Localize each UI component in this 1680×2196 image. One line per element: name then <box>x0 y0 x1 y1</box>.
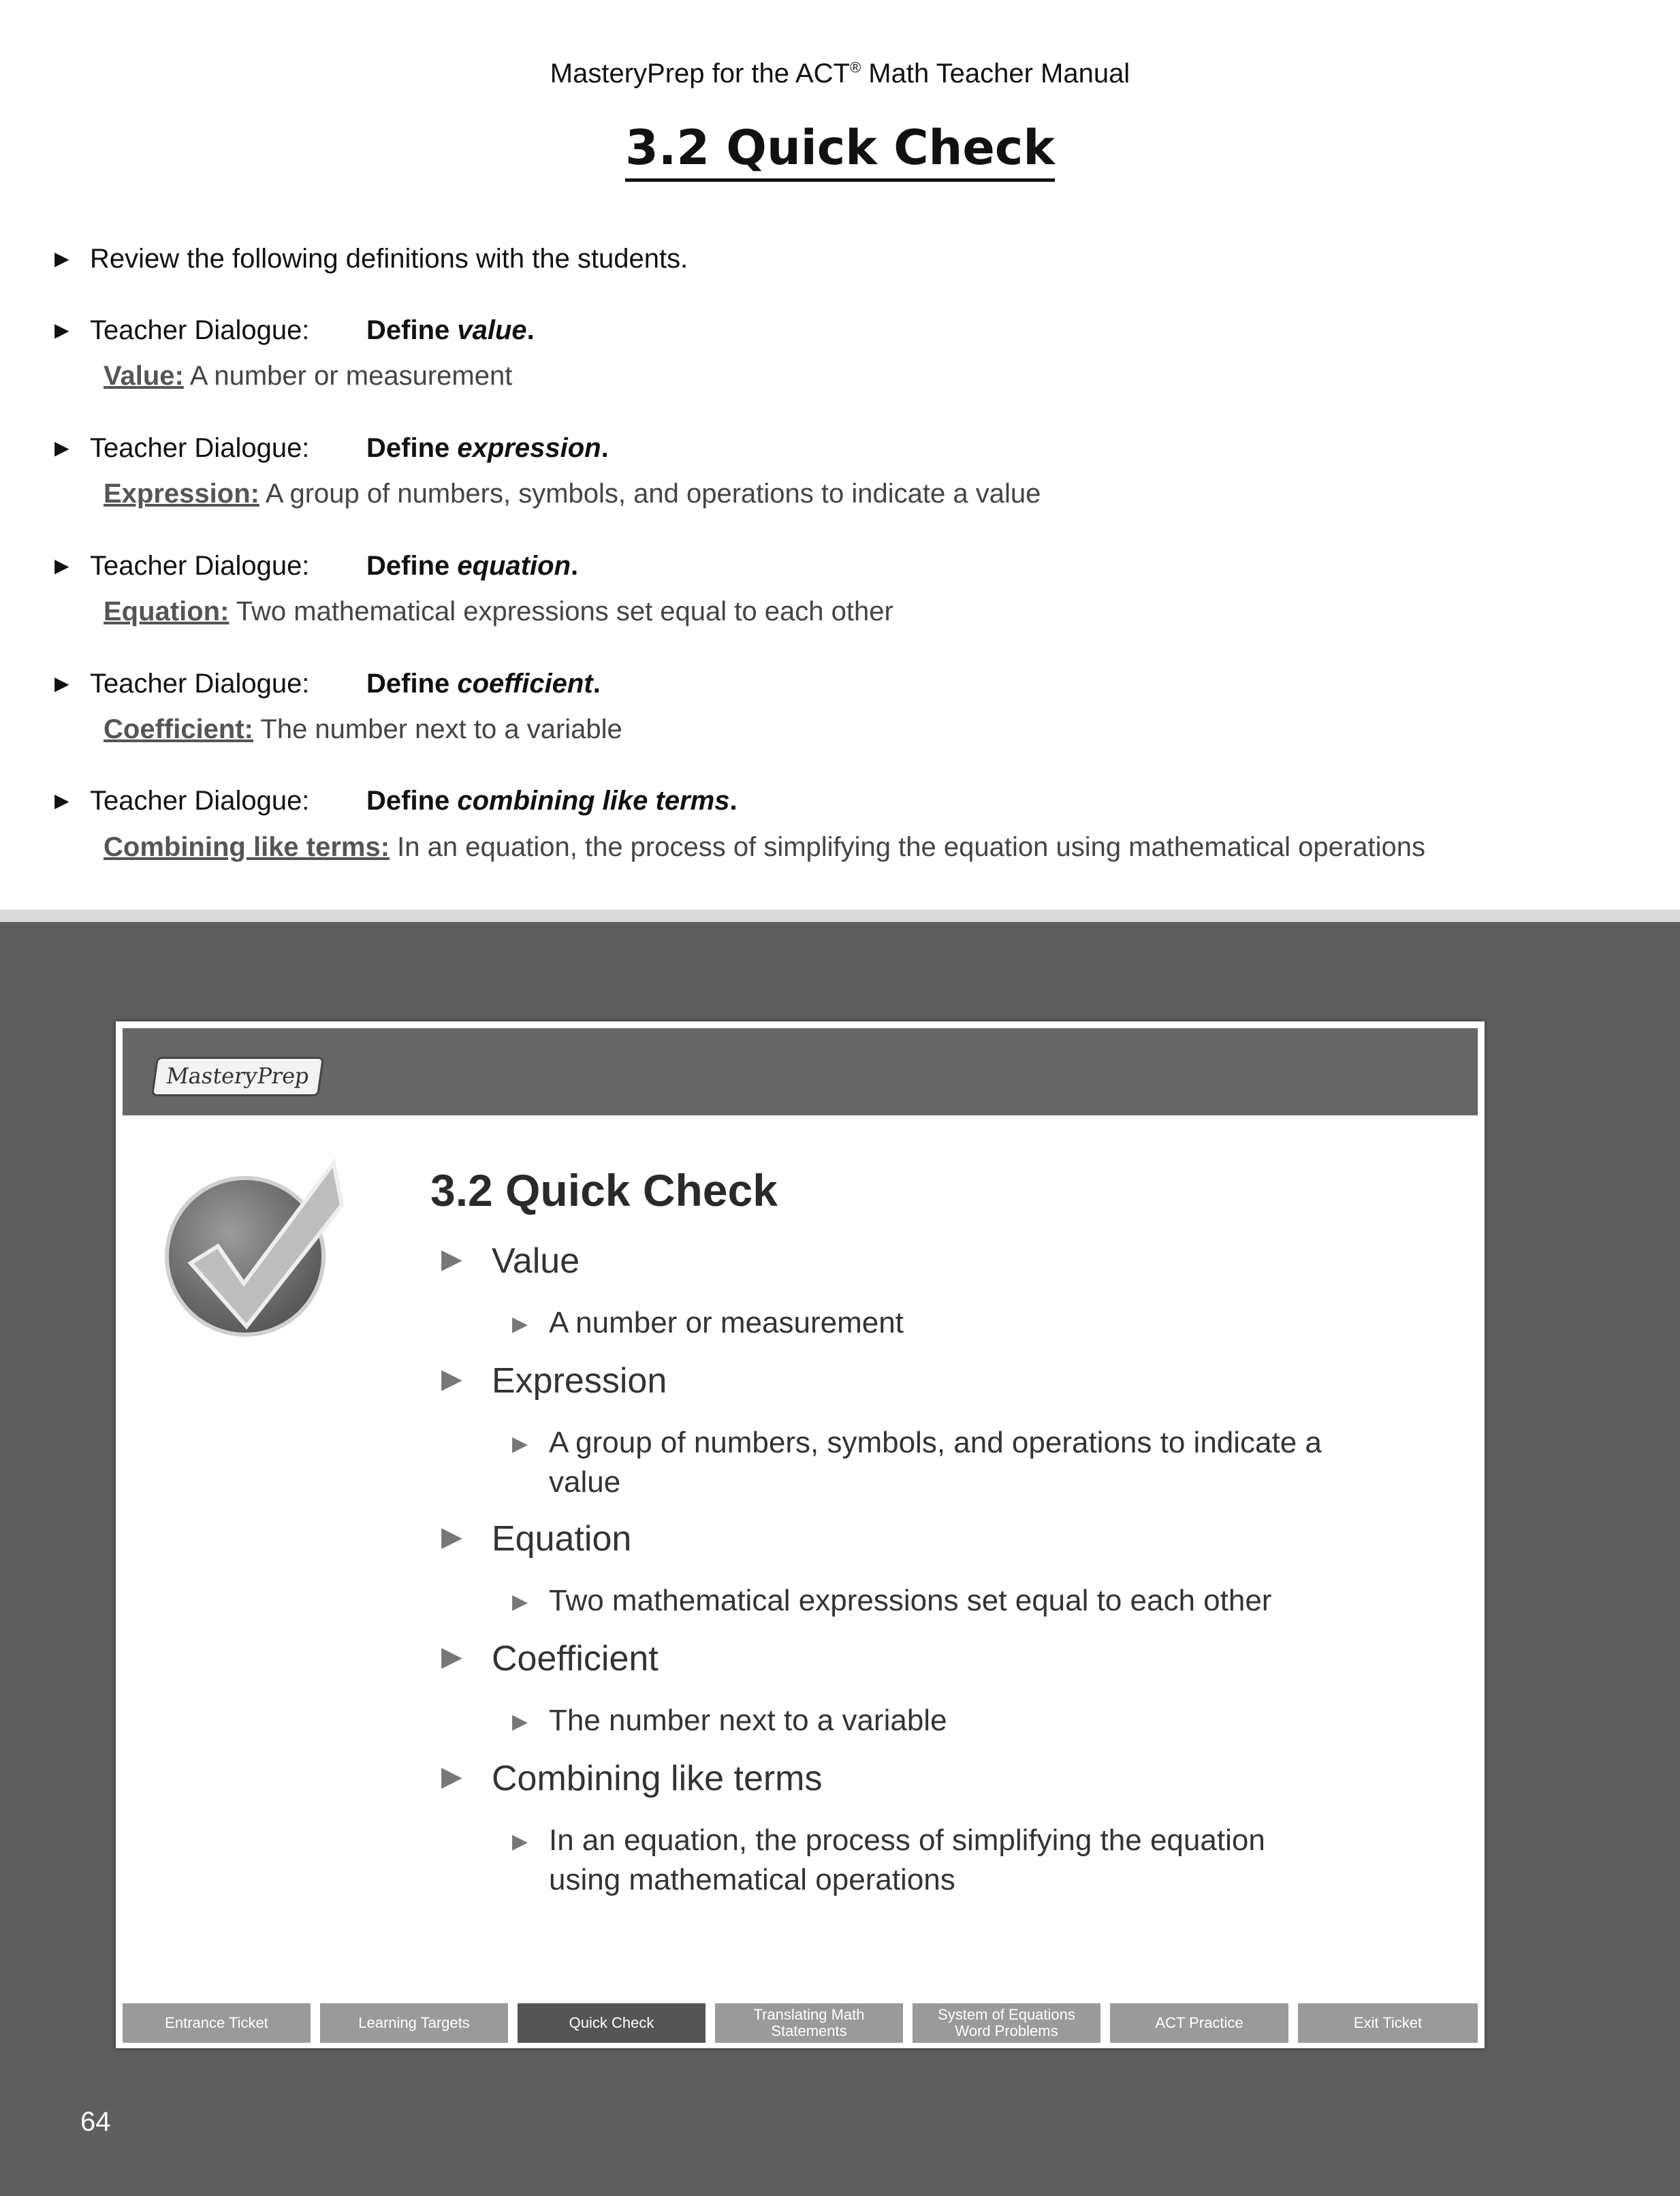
nav-tab-translating-math[interactable]: Translating Math Statements <box>715 2003 903 2043</box>
triangle-right-icon: ▶ <box>512 1591 528 1613</box>
slide-subitem: ▶ The number next to a variable <box>549 1701 1407 1740</box>
dialogue-line <box>54 433 609 464</box>
triangle-right-icon: ▶ <box>54 790 69 811</box>
slide-subitem: ▶ In an equation, the process of simplifying the equation using mathematical operations <box>512 1824 1265 1896</box>
registered-mark: ® <box>849 59 861 76</box>
triangle-right-icon: ▶ <box>512 1433 528 1455</box>
slide-title: 3.2 Quick Check <box>430 1165 778 1215</box>
definition-answer <box>104 361 512 392</box>
dialogue-role: Teacher Dialogue: <box>90 669 310 699</box>
triangle-right-icon: ▶ <box>54 319 69 340</box>
slide-item: ▶ Expression <box>441 1361 667 1401</box>
page-title-text: 3.2 Quick Check <box>625 120 1055 182</box>
slide-item: ▶ Combining like terms <box>441 1759 823 1798</box>
slide <box>116 1021 1485 2048</box>
masteryprep-logo: MasteryPrep <box>151 1057 324 1096</box>
dialogue-prompt: Define expression. <box>366 433 609 463</box>
definition-answer <box>104 832 1425 863</box>
definition-meaning: Two mathematical expressions set equal to each other <box>229 596 893 626</box>
nav-tab-quick-check[interactable]: Quick Check <box>518 2003 706 2043</box>
definition-answer <box>104 596 893 627</box>
slide-item: ▶ Equation <box>441 1519 632 1559</box>
dialogue-line <box>54 786 738 816</box>
running-title-suffix: Math Teacher Manual <box>861 59 1130 89</box>
triangle-right-icon: ▶ <box>54 555 69 576</box>
page-number: 64 <box>80 2107 111 2137</box>
definition-answer <box>104 479 1041 509</box>
nav-tab-act-practice[interactable]: ACT Practice <box>1110 2003 1288 2043</box>
nav-tab-learning-targets[interactable]: Learning Targets <box>320 2003 508 2043</box>
definition-term: Equation: <box>104 596 229 626</box>
triangle-right-icon: ▶ <box>512 1313 528 1335</box>
slide-subitem: ▶ A group of numbers, symbols, and operations to indicate a value <box>512 1426 1322 1499</box>
triangle-right-icon: ▶ <box>441 1762 462 1792</box>
triangle-right-icon: ▶ <box>441 1364 462 1394</box>
dialogue-role: Teacher Dialogue: <box>90 786 310 816</box>
dialogue-line <box>54 315 535 346</box>
triangle-right-icon: ▶ <box>54 437 69 458</box>
definition-term: Value: <box>104 361 184 391</box>
nav-tab-system-of-equations[interactable]: System of Equations Word Problems <box>913 2003 1100 2043</box>
nav-tab-entrance-ticket[interactable]: Entrance Ticket <box>123 2003 311 2043</box>
intro-bullet <box>54 244 688 274</box>
dialogue-prompt: Define equation. <box>366 551 579 581</box>
definition-meaning: A group of numbers, symbols, and operations to indicate a value <box>259 479 1041 509</box>
triangle-right-icon: ▶ <box>512 1830 528 1853</box>
definition-answer <box>104 714 622 745</box>
triangle-right-icon: ▶ <box>441 1522 462 1552</box>
dialogue-prompt: Define value. <box>366 315 535 345</box>
definition-meaning: The number next to a variable <box>253 714 622 744</box>
triangle-right-icon: ▶ <box>54 248 69 269</box>
running-header <box>0 59 1680 89</box>
dialogue-line <box>54 551 578 582</box>
triangle-right-icon: ▶ <box>54 673 69 694</box>
running-title-prefix: MasteryPrep for the ACT <box>550 59 850 89</box>
definition-term: Combining like terms: <box>104 832 390 862</box>
checkmark-badge-icon <box>163 1144 368 1348</box>
slide-header <box>123 1028 1478 1115</box>
definition-term: Expression: <box>104 479 259 509</box>
dialogue-role: Teacher Dialogue: <box>90 433 310 463</box>
dialogue-prompt: Define coefficient. <box>366 669 601 699</box>
page-title <box>0 120 1680 182</box>
intro-text: Review the following definitions with the students. <box>90 244 688 274</box>
dialogue-role: Teacher Dialogue: <box>90 315 310 345</box>
definition-term: Coefficient: <box>104 714 253 744</box>
definition-meaning: A number or measurement <box>183 361 513 391</box>
dialogue-prompt: Define combining like terms. <box>366 786 738 816</box>
slide-subitem: ▶ A number or measurement <box>549 1303 1407 1343</box>
nav-tab-exit-ticket[interactable]: Exit Ticket <box>1298 2003 1478 2043</box>
dialogue-role: Teacher Dialogue: <box>90 551 310 581</box>
slide-subitem: ▶ Two mathematical expressions set equal to each other <box>549 1581 1407 1621</box>
slide-item: ▶ Value <box>441 1241 580 1281</box>
triangle-right-icon: ▶ <box>512 1710 528 1733</box>
slide-item: ▶ Coefficient <box>441 1639 659 1678</box>
triangle-right-icon: ▶ <box>441 1642 462 1672</box>
triangle-right-icon: ▶ <box>441 1244 462 1274</box>
definition-meaning: In an equation, the process of simplifying the equation using mathematical operations <box>390 832 1425 862</box>
dialogue-line <box>54 669 601 699</box>
lesson-nav-bar <box>123 2003 1478 2043</box>
